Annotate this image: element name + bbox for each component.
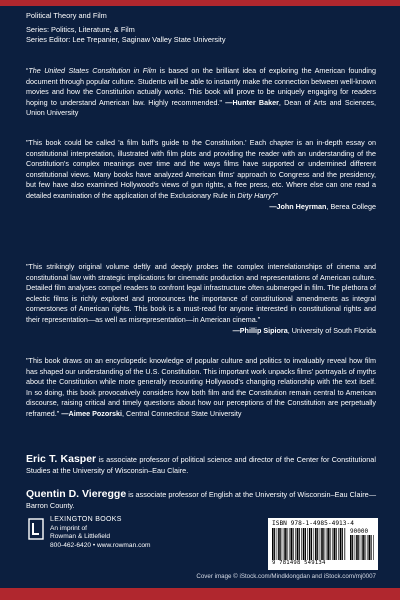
endorsement-quote	[26, 262, 376, 336]
publisher-block	[28, 516, 228, 562]
quote-author: —Phillip Sipiora	[232, 325, 288, 335]
quote-affiliation: , University of South Florida	[287, 325, 376, 335]
publisher-logo-icon	[28, 518, 44, 540]
quote-body: "This book draws on an encyclopedic knowledge of popular culture and politics to invaluably reveal how film has shaped our understanding of the U.S. Constitution. This important work unpacks films' portrayals of myths about the Constitution while more generally recounting Hollywood's changing relationship with the text itself. In so doing, this book provocatively considers how both film and the Constitution remain central to American discourse, raising critical and timely questions about how our perceptions of the Constitution are perpetually reframed."	[26, 356, 376, 418]
author-bio	[26, 489, 376, 511]
quote-text	[26, 138, 376, 202]
publisher-parent: Rowman & Littlefield	[50, 533, 111, 541]
author-bio-body: is associate professor of political science and director of the Center for Constitutional Studies at the University of Wisconsin–Eau Claire.	[26, 455, 376, 475]
bottom-accent-stripe	[0, 588, 400, 600]
quote-text	[26, 356, 376, 420]
publisher-contact: 800-462-6420 • www.rowman.com	[50, 541, 151, 549]
series-title: Political Theory and Film	[26, 11, 107, 20]
author-name: Eric T. Kasper	[26, 453, 97, 465]
quote-affiliation: , Central Connecticut State University	[122, 408, 242, 418]
cover-image-credit: Cover image © iStock.com/Mindklongdan and iStock.com/mj0007	[196, 573, 376, 580]
quote-body: is based on the brilliant idea of exploring the American founding document through popular culture. Students will be able to instantly make the connection between well-known movies and how the Constitution actually works. This book will prove to be uniquely engaging for readers hoping to understand American law. Highly recommended."	[26, 66, 376, 107]
quote-author: —Hunter Baker	[225, 97, 279, 107]
quote-book-title: The United States Constitution in Film	[28, 66, 157, 75]
barcode-addon-bars-icon	[350, 535, 374, 560]
barcode-bars-icon	[272, 528, 346, 560]
quote-affiliation: , Dean of Arts and Sciences, Union University	[26, 97, 376, 118]
barcode-digits: 9 781498 549134	[272, 560, 326, 566]
quote-attribution	[26, 326, 376, 337]
series-editor: Series Editor: Lee Trepanier, Saginaw Valley State University	[26, 35, 226, 44]
author-name: Quentin D. Vieregge	[26, 488, 127, 500]
quote-body-end: ?"	[271, 190, 279, 200]
author-bio-body: is associate professor of English at the University of Wisconsin–Eau Claire—Barron County.	[26, 490, 376, 510]
quote-attribution	[26, 202, 376, 213]
top-accent-stripe	[0, 0, 400, 6]
author-bio-text	[26, 489, 376, 511]
quote-author: —John Heyrman	[269, 201, 327, 211]
author-bio-text	[26, 454, 376, 476]
price-code: 90000	[350, 528, 369, 535]
isbn-number: ISBN 978-1-4985-4913-4	[272, 520, 354, 527]
publisher-text	[50, 516, 151, 550]
publisher-imprint: An imprint of	[50, 524, 88, 532]
quote-text: “The United States Constitution in Film is based on the brilliant idea of exploring the American founding document through popular culture. Students will be able to instantly make the connection between well-known movies and how the Constitution actually works. This book will prove to be uniquely engaging for readers hoping to understand American law. Highly recommended." —Hunter Baker, Dean of Arts and Sciences, Union University	[26, 66, 376, 118]
series-name: Series: Politics, Literature, & Film	[26, 25, 135, 34]
back-cover-content	[26, 10, 376, 510]
endorsement-quote	[26, 356, 376, 420]
quote-affiliation: , Berea College	[326, 201, 376, 211]
endorsement-quote	[26, 66, 376, 119]
quote-text: "This strikingly original volume deftly and deeply probes the complex interrelationships of cinema and constitutional law with strategic implications for cinematic production and representations of American culture. Detailed film analyses compel readers to confront legal infrastructure often submerged in film. The plethora of eclectic films is richly explored and pronounces the importance of constitutional amendments as integral cornerstones of American rights. This book is a must-read for anyone interested in constitutional rights and their representation—as well as misrepresentation—in American cinema."	[26, 262, 376, 324]
quote-film-title: Dirty Harry	[237, 190, 272, 200]
quote-author: —Aimee Pozorski	[61, 408, 123, 418]
author-bio	[26, 454, 376, 476]
endorsement-quote	[26, 138, 376, 212]
quote-body: "This book could be called 'a film buff's guide to the Constitution.' Each chapter is an in-depth essay on constitutional interpretation, illustrated with film plots and providing the reader with an understanding of the Constitution's complex meanings over time and the ways films have supported or undermined different constitutional views. Many books have analyzed American films' approach to Congress and the presidency, but few have also examined Hollywood's views of gun rights, a free press, etc. Where else can one read a detailed examination of the application of the Exclusionary Rule in	[26, 138, 376, 200]
isbn-barcode	[268, 518, 378, 570]
publisher-name: LEXINGTON BOOKS	[50, 516, 122, 523]
